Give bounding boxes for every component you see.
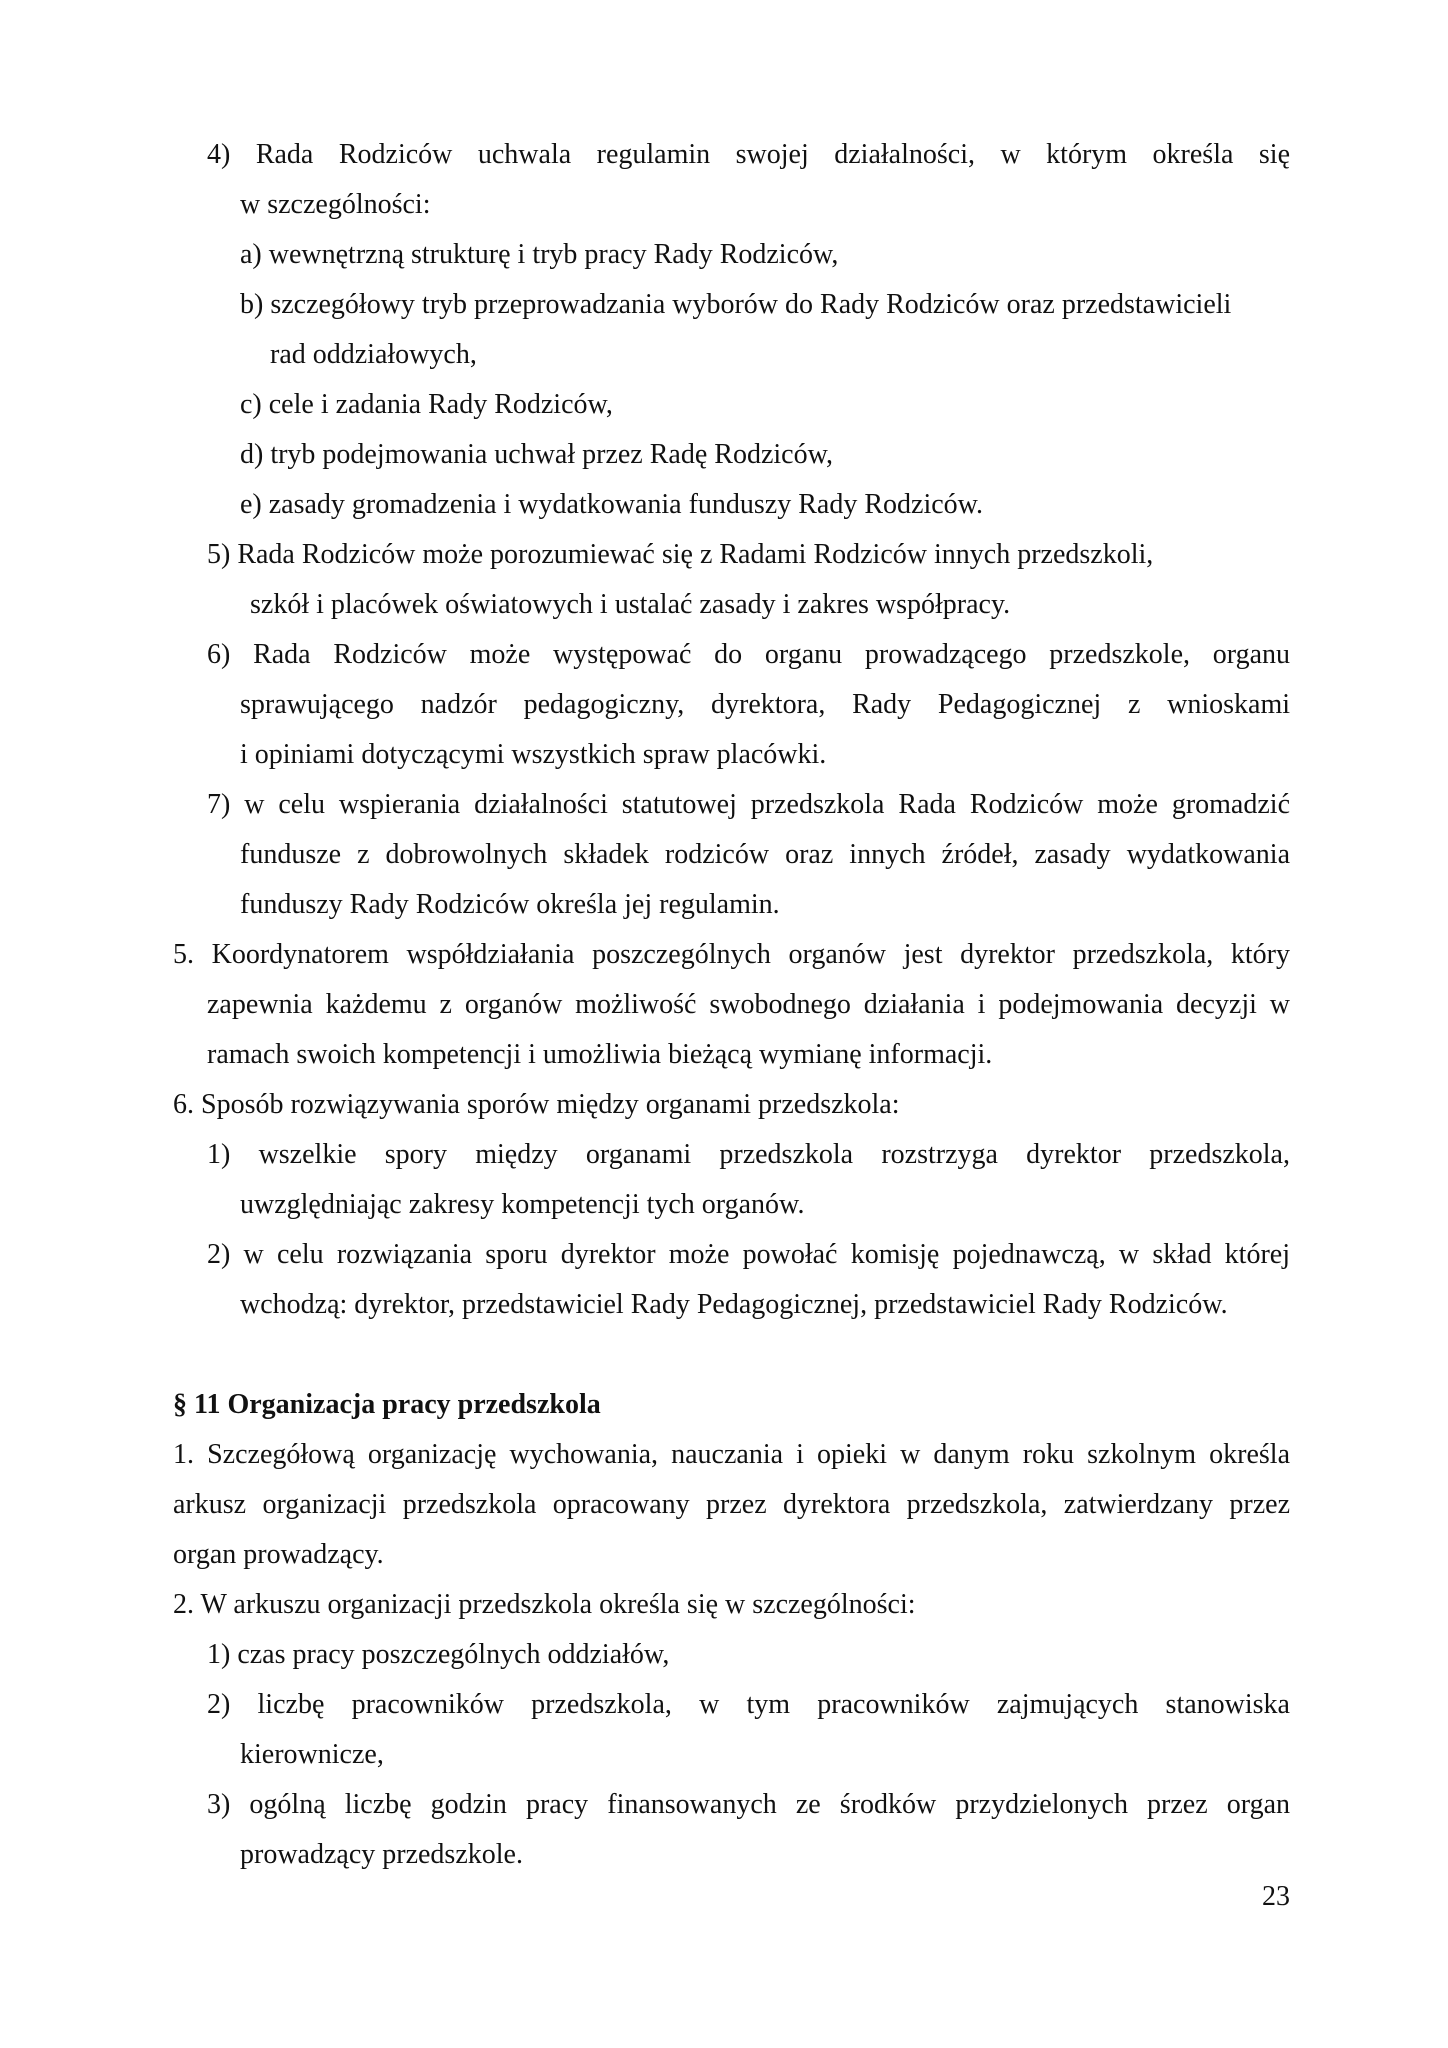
text-line: 4) Rada Rodziców uchwala regulamin swojej działalności, w którym określa się [207, 139, 1290, 170]
text-line: zapewnia każdemu z organów możliwość swobodnego działania i podejmowania decyzji w [207, 989, 1290, 1020]
text-line: d) tryb podejmowania uchwał przez Radę Rodziców, [240, 439, 833, 470]
page-number: 23 [1262, 1881, 1290, 1912]
text-line: 6. Sposób rozwiązywania sporów między organami przedszkola: [173, 1089, 900, 1120]
text-line: i opiniami dotyczącymi wszystkich spraw placówki. [240, 739, 827, 770]
text-line: a) wewnętrzną strukturę i tryb pracy Rady Rodziców, [240, 239, 839, 270]
text-line: sprawującego nadzór pedagogiczny, dyrektora, Rady Pedagogicznej z wnioskami [240, 689, 1290, 720]
text-line: funduszy Rady Rodziców określa jej regulamin. [240, 889, 780, 920]
text-line: 7) w celu wspierania działalności statutowej przedszkola Rada Rodziców może gromadzić [207, 789, 1290, 820]
text-line: 1) wszelkie spory między organami przedszkola rozstrzyga dyrektor przedszkola, [207, 1139, 1290, 1170]
text-line: 2) liczbę pracowników przedszkola, w tym pracowników zajmujących stanowiska [207, 1689, 1290, 1720]
text-line: rad oddziałowych, [270, 339, 477, 370]
text-line: 1. Szczegółową organizację wychowania, nauczania i opieki w danym roku szkolnym określa [173, 1439, 1290, 1470]
section-heading: § 11 Organizacja pracy przedszkola [173, 1389, 601, 1420]
text-line: fundusze z dobrowolnych składek rodziców oraz innych źródeł, zasady wydatkowania [240, 839, 1290, 870]
text-line: wchodzą: dyrektor, przedstawiciel Rady Pedagogicznej, przedstawiciel Rady Rodziców. [240, 1289, 1228, 1320]
text-line: w szczególności: [240, 189, 431, 220]
text-line: 5. Koordynatorem współdziałania poszczególnych organów jest dyrektor przedszkola, który [173, 939, 1290, 970]
text-line: kierownicze, [240, 1739, 384, 1770]
text-line: 3) ogólną liczbę godzin pracy finansowanych ze środków przydzielonych przez organ [207, 1789, 1290, 1820]
text-line: c) cele i zadania Rady Rodziców, [240, 389, 613, 420]
text-line: 5) Rada Rodziców może porozumiewać się z Radami Rodziców innych przedszkoli, [207, 539, 1154, 570]
text-line: arkusz organizacji przedszkola opracowany przez dyrektora przedszkola, zatwierdzany przez [173, 1489, 1290, 1520]
text-line: e) zasady gromadzenia i wydatkowania funduszy Rady Rodziców. [240, 489, 984, 520]
text-line: organ prowadzący. [173, 1539, 384, 1570]
text-line: 6) Rada Rodziców może występować do organu prowadzącego przedszkole, organu [207, 639, 1290, 670]
text-line: ramach swoich kompetencji i umożliwia bieżącą wymianę informacji. [207, 1039, 993, 1070]
text-line: uwzględniając zakresy kompetencji tych organów. [240, 1189, 805, 1220]
text-line: b) szczegółowy tryb przeprowadzania wyborów do Rady Rodziców oraz przedstawicieli [240, 289, 1232, 320]
text-line: prowadzący przedszkole. [240, 1839, 523, 1870]
text-line: 2) w celu rozwiązania sporu dyrektor może powołać komisję pojednawczą, w skład której [207, 1239, 1290, 1270]
text-line: szkół i placówek oświatowych i ustalać zasady i zakres współpracy. [250, 589, 1011, 620]
text-line: 1) czas pracy poszczególnych oddziałów, [207, 1639, 670, 1670]
text-line: 2. W arkuszu organizacji przedszkola określa się w szczególności: [173, 1589, 916, 1620]
